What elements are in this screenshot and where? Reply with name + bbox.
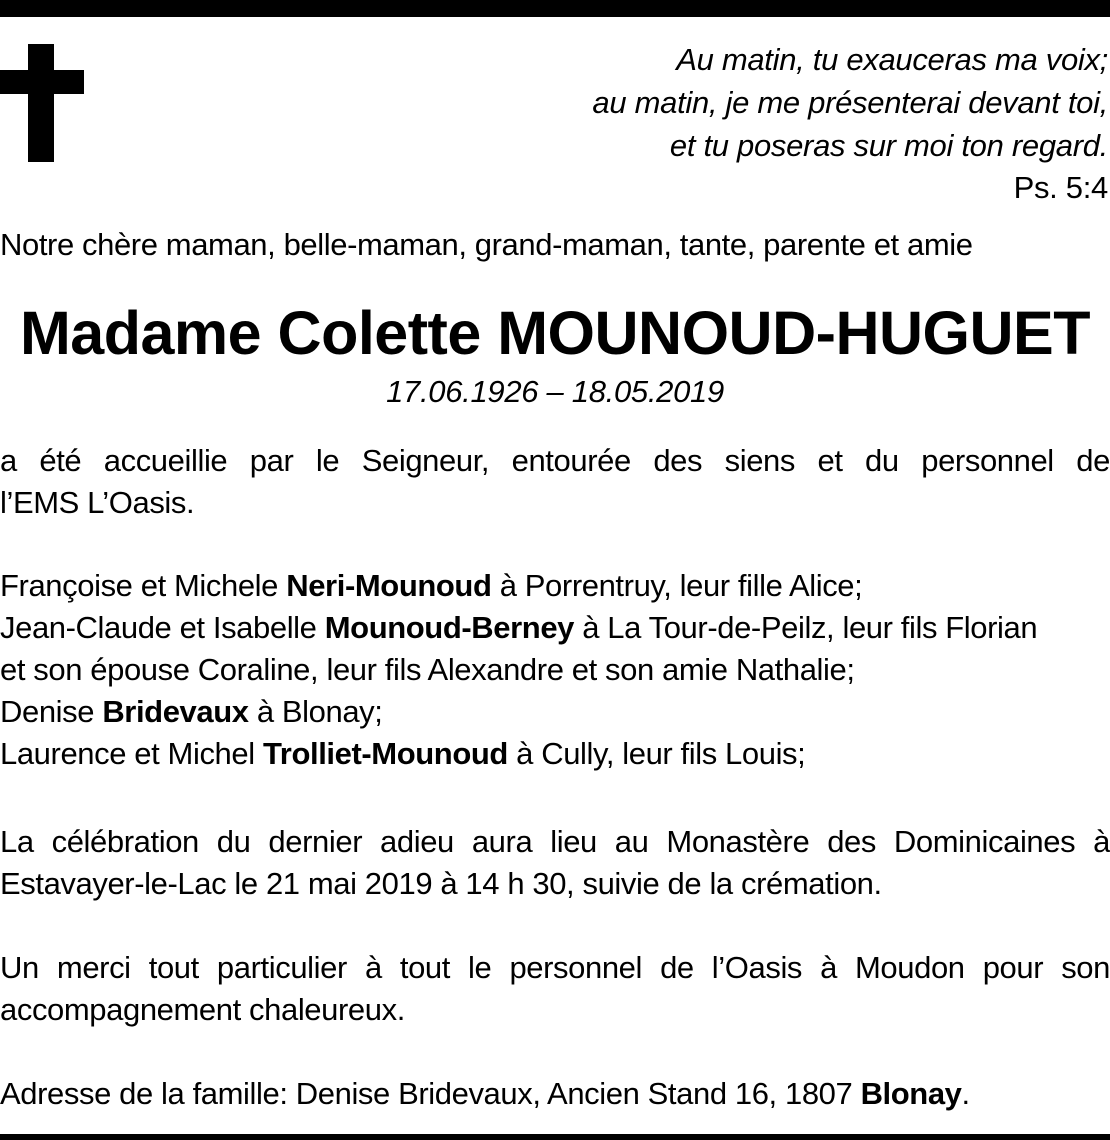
celebration-line: Estavayer-le-Lac le 21 mai 2019 à 14 h 30, suivie de la crémation. bbox=[0, 866, 882, 901]
family-surname: Trolliet-Mounoud bbox=[262, 736, 508, 771]
celebration-paragraph bbox=[0, 821, 1110, 905]
verse-line: Au matin, tu exauceras ma voix; bbox=[676, 42, 1108, 77]
address-text: Adresse de la famille: Denise Bridevaux, Ancien Stand 16, 1807 bbox=[0, 1076, 861, 1111]
verse-line: au matin, je me présenterai devant toi, bbox=[592, 85, 1108, 120]
family-list bbox=[0, 565, 1110, 775]
bible-verse bbox=[408, 38, 1108, 167]
deceased-name: Madame Colette MOUNOUD-HUGUET bbox=[19, 299, 1090, 367]
family-line bbox=[0, 733, 1110, 775]
thanks-line: accompagnement chaleureux. bbox=[0, 992, 405, 1027]
verse-line: et tu poseras sur moi ton regard. bbox=[669, 128, 1108, 163]
cross-horizontal-bar bbox=[0, 70, 84, 94]
family-text: et son épouse Coraline, leur fils Alexandre et son amie Nathalie; bbox=[0, 652, 855, 687]
address-punctuation: . bbox=[961, 1076, 970, 1111]
family-text: Françoise et Michele bbox=[0, 568, 287, 603]
family-surname: Mounoud-Berney bbox=[324, 610, 575, 645]
family-line bbox=[0, 691, 1110, 733]
family-text: à Blonay; bbox=[248, 694, 383, 729]
family-text: Denise bbox=[0, 694, 103, 729]
address-line bbox=[0, 1073, 1110, 1115]
family-line bbox=[0, 649, 1110, 691]
family-text: à Porrentruy, leur fille Alice; bbox=[491, 568, 863, 603]
family-line bbox=[0, 607, 1110, 649]
thanks-line: Un merci tout particulier à tout le personnel de l’Oasis à Moudon pour son bbox=[0, 950, 1110, 985]
announcement-line: l’EMS L’Oasis. bbox=[0, 485, 195, 520]
family-text: à La Tour-de-Peilz, leur fils Florian bbox=[574, 610, 1038, 645]
family-text: Laurence et Michel bbox=[0, 736, 263, 771]
address-city: Blonay bbox=[860, 1076, 962, 1111]
intro-text: Notre chère maman, belle-maman, grand-maman, tante, parente et amie bbox=[0, 227, 973, 262]
family-surname: Neri-Mounoud bbox=[286, 568, 492, 603]
cross-icon bbox=[0, 44, 84, 162]
family-text: Jean-Claude et Isabelle bbox=[0, 610, 325, 645]
life-dates: 17.06.1926 – 18.05.2019 bbox=[386, 374, 724, 409]
announcement-line: a été accueillie par le Seigneur, entourée des siens et du personnel de bbox=[0, 443, 1110, 478]
family-text: à Cully, leur fils Louis; bbox=[507, 736, 806, 771]
celebration-line: La célébration du dernier adieu aura lieu au Monastère des Dominicaines à bbox=[0, 824, 1110, 859]
family-address bbox=[0, 1073, 1110, 1115]
announcement-paragraph bbox=[0, 440, 1110, 524]
top-rule bbox=[0, 0, 1110, 17]
family-line bbox=[0, 565, 1110, 607]
thanks-paragraph bbox=[0, 947, 1110, 1031]
bottom-rule bbox=[0, 1134, 1110, 1140]
verse-reference: Ps. 5:4 bbox=[1013, 170, 1108, 205]
cross-vertical-bar bbox=[28, 44, 54, 162]
family-surname: Bridevaux bbox=[102, 694, 249, 729]
